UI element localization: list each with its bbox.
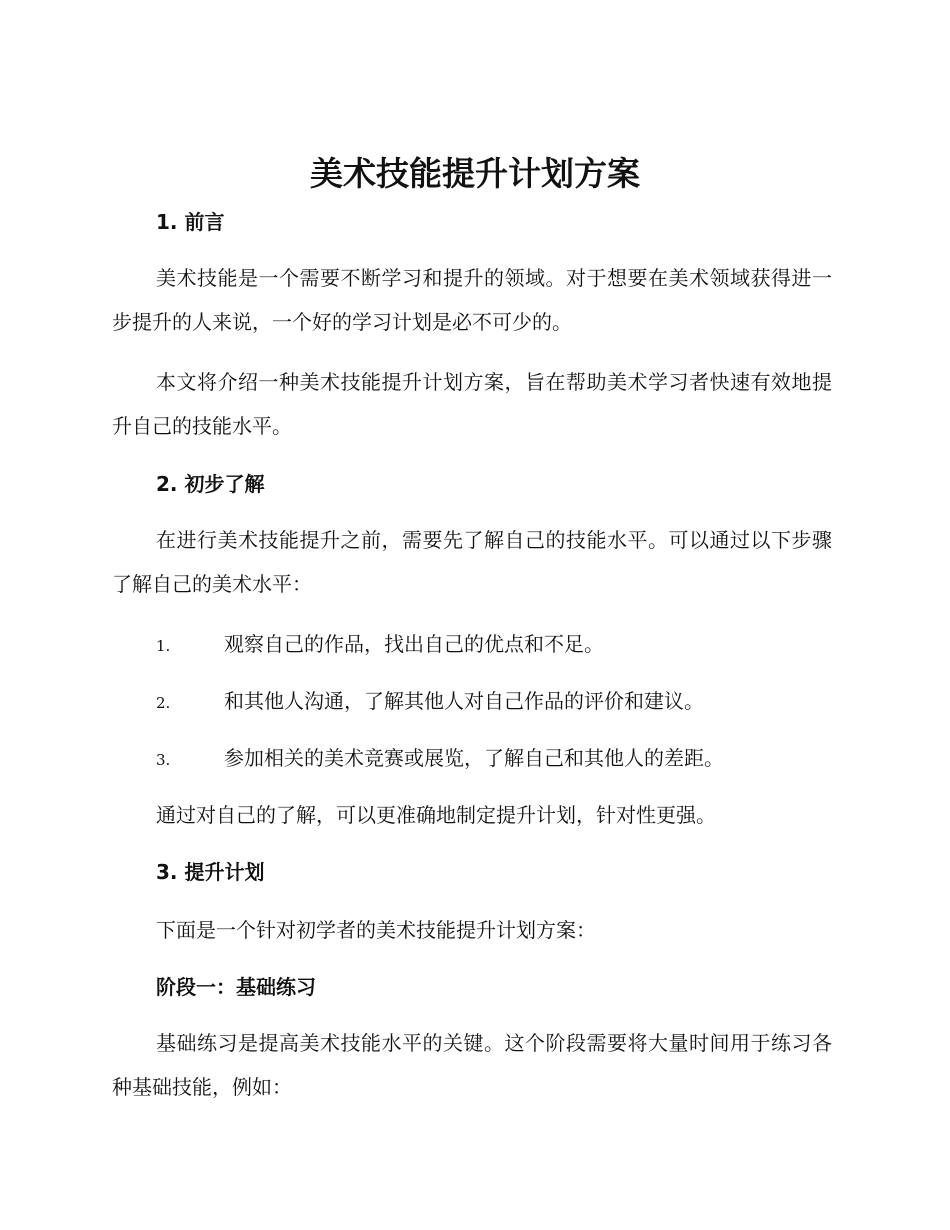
list-item <box>156 744 836 774</box>
list-number: 1. <box>156 637 171 655</box>
list-item <box>156 687 836 717</box>
section-heading-initial-understanding: 2. 初步了解 <box>156 472 265 496</box>
list-item <box>156 630 836 660</box>
document-title: 美术技能提升计划方案 <box>310 154 640 193</box>
list-text: 和其他人沟通，了解其他人对自己作品的评价和建议。 <box>224 689 704 713</box>
paragraph-improvement-plan-intro: 下面是一个针对初学者的美术技能提升计划方案： <box>156 918 596 942</box>
list-number: 2. <box>156 694 171 712</box>
paragraph-preface-1: 美术技能是一个需要不断学习和提升的领域。对于想要在美术领域获得进一步提升的人来说，一个好的学习计划是必不可少的。 <box>112 266 832 334</box>
section-heading-improvement-plan: 3. 提升计划 <box>156 860 265 884</box>
list-number: 3. <box>156 751 171 769</box>
subheading-stage-one: 阶段一：基础练习 <box>156 975 316 999</box>
paragraph-initial-understanding-2: 通过对自己的了解，可以更准确地制定提升计划，针对性更强。 <box>156 803 716 827</box>
list-text: 参加相关的美术竞赛或展览，了解自己和其他人的差距。 <box>224 746 724 770</box>
paragraph-stage-one-1: 基础练习是提高美术技能水平的关键。这个阶段需要将大量时间用于练习各种基础技能，例如： <box>112 1031 832 1099</box>
list-text: 观察自己的作品，找出自己的优点和不足。 <box>224 632 604 656</box>
section-heading-preface: 1. 前言 <box>156 210 225 234</box>
paragraph-initial-understanding-1: 在进行美术技能提升之前，需要先了解自己的技能水平。可以通过以下步骤了解自己的美术水平： <box>112 528 832 596</box>
paragraph-preface-2: 本文将介绍一种美术技能提升计划方案，旨在帮助美术学习者快速有效地提升自己的技能水平。 <box>112 370 832 438</box>
